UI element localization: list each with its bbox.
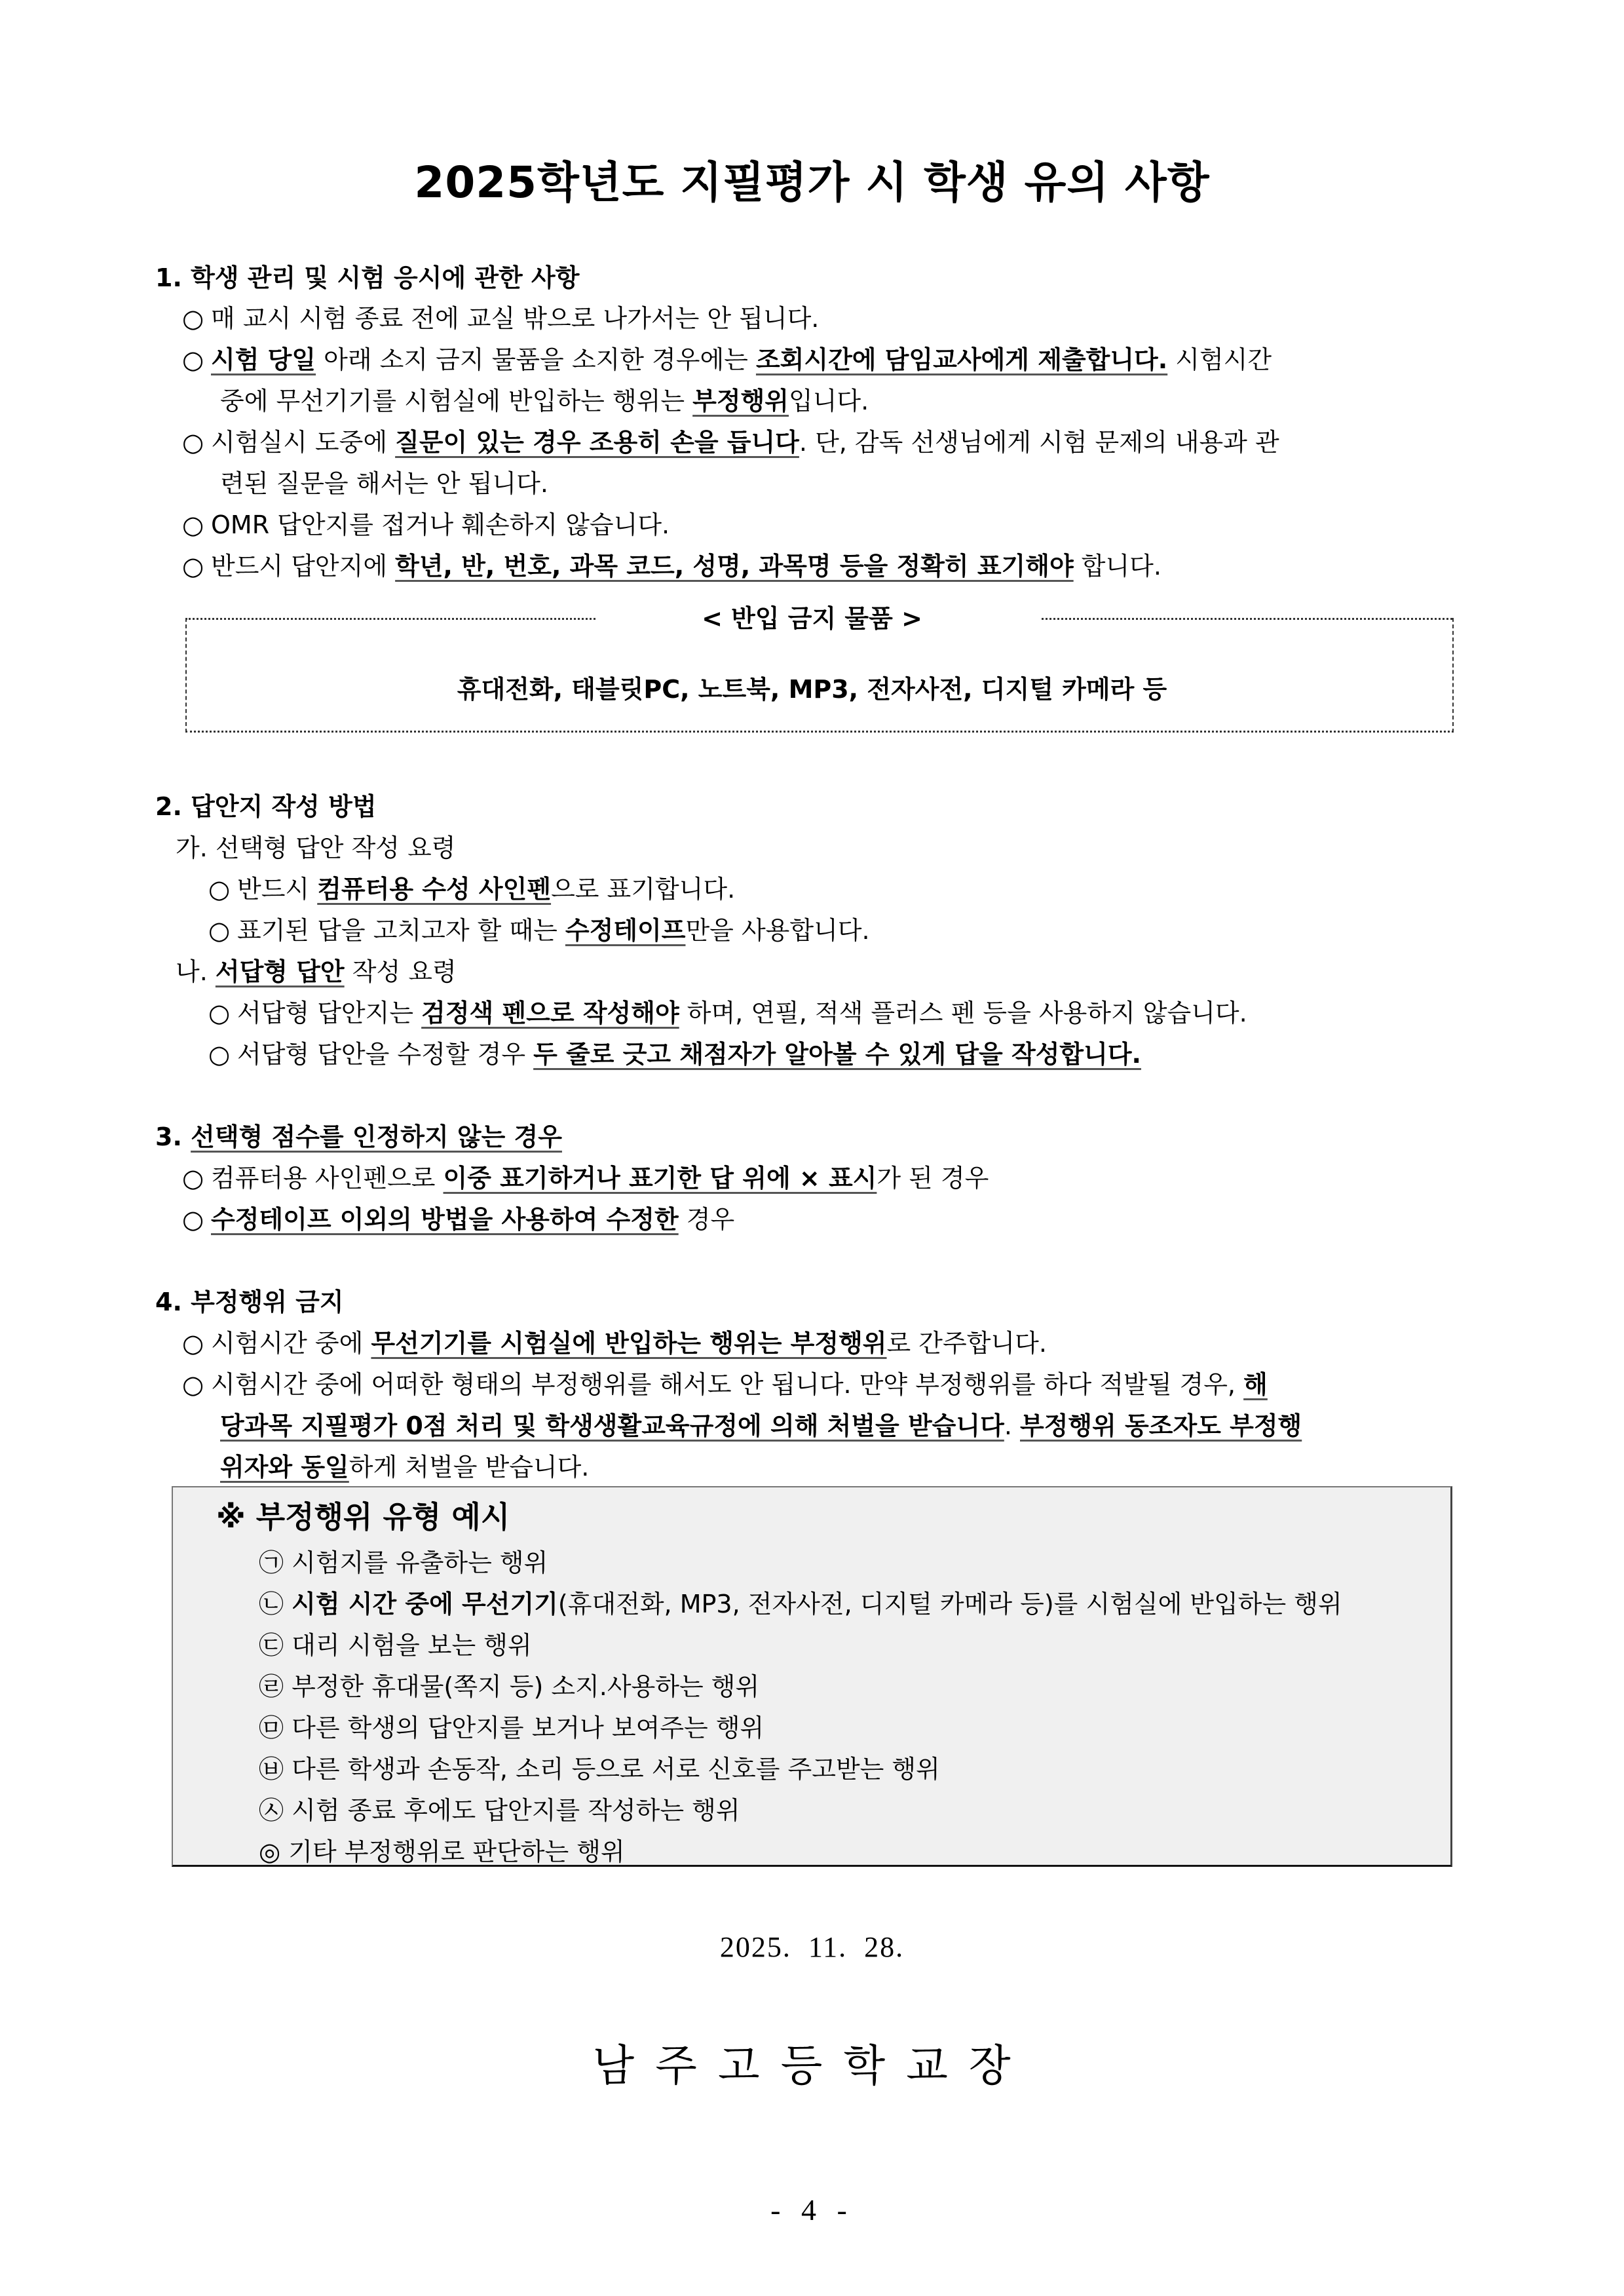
list-item: ○ 서답형 답안을 수정할 경우 두 줄로 긋고 채점자가 알아볼 수 있게 답을 작성합니다. (208, 1040, 1141, 1069)
bullet-circle-icon: ○ (208, 999, 231, 1027)
circled-marker-icon: ㉣ (259, 1672, 284, 1701)
circled-marker-icon: ㉠ (259, 1548, 284, 1577)
section-3-heading: 3. 선택형 점수를 인정하지 않는 경우 (155, 1122, 562, 1151)
signature-school-principal: 남주고등학교장 (592, 2040, 1032, 2091)
example-item: ㉡ 시험 시간 중에 무선기기(휴대전화, MP3, 전자사전, 디지털 카메라 등)를 시험실에 반입하는 행위 (259, 1590, 1342, 1618)
banned-items-title: < 반입 금지 물품 > (702, 604, 922, 633)
list-item-continuation: 위자와 동일하게 처벌을 받습니다. (220, 1453, 590, 1482)
bullet-circle-icon: ○ (182, 345, 204, 374)
list-item: ○ 표기된 답을 고치고자 할 때는 수정테이프만을 사용합니다. (208, 916, 870, 945)
list-item: ○ 시험실시 도중에 질문이 있는 경우 조용히 손을 듭니다. 단, 감독 선생님에게 시험 문제의 내용과 관 (182, 428, 1279, 457)
circled-marker-icon: ㉢ (259, 1631, 284, 1660)
section-1-heading: 1. 학생 관리 및 시험 응시에 관한 사항 (155, 263, 580, 292)
circled-marker-icon: ㉥ (259, 1755, 284, 1784)
example-item: ㉠ 시험지를 유출하는 행위 (259, 1548, 548, 1577)
example-item: ㉣ 부정한 휴대물(쪽지 등) 소지.사용하는 행위 (259, 1672, 760, 1701)
bullet-circle-icon: ○ (182, 510, 204, 539)
example-item: ㉥ 다른 학생과 손동작, 소리 등으로 서로 신호를 주고받는 행위 (259, 1755, 940, 1784)
double-circle-marker-icon: ◎ (259, 1837, 281, 1866)
list-item: ○ 서답형 답안지는 검정색 펜으로 작성해야 하며, 연필, 적색 플러스 펜 등을 사용하지 않습니다. (208, 999, 1247, 1027)
example-item: ◎ 기타 부정행위로 판단하는 행위 (259, 1837, 625, 1866)
bullet-circle-icon: ○ (182, 428, 204, 457)
bullet-circle-icon: ○ (182, 552, 204, 581)
list-item: ○ 시험 당일 아래 소지 금지 물품을 소지한 경우에는 조회시간에 담임교사에게 제출합니다. 시험시간 (182, 345, 1272, 374)
list-item: ○ 매 교시 시험 종료 전에 교실 밖으로 나가서는 안 됩니다. (182, 304, 820, 333)
list-item: ○ 컴퓨터용 사인펜으로 이중 표기하거나 표기한 답 위에 × 표시가 된 경우 (182, 1164, 989, 1193)
list-item: ○ 시험시간 중에 무선기기를 시험실에 반입하는 행위는 부정행위로 간주합니다. (182, 1329, 1047, 1358)
example-item: ㉢ 대리 시험을 보는 행위 (259, 1631, 532, 1660)
subsection-a-label: 가. 선택형 답안 작성 요령 (176, 833, 456, 862)
page-title: 2025학년도 지필평가 시 학생 유의 사항 (414, 157, 1210, 208)
circled-marker-icon: ㉡ (259, 1590, 284, 1618)
section-4-heading: 4. 부정행위 금지 (155, 1288, 344, 1316)
document-date: 2025. 11. 28. (719, 1931, 905, 1963)
bullet-circle-icon: ○ (208, 1040, 231, 1069)
bullet-circle-icon: ○ (182, 304, 204, 333)
bullet-circle-icon: ○ (208, 916, 231, 945)
bullet-circle-icon: ○ (182, 1164, 204, 1193)
bullet-circle-icon: ○ (208, 875, 231, 904)
page-number: - 4 - (770, 2193, 854, 2227)
circled-marker-icon: ㉦ (259, 1796, 284, 1825)
example-item: ㉤ 다른 학생의 답안지를 보거나 보여주는 행위 (259, 1713, 765, 1742)
example-item: ㉦ 시험 종료 후에도 답안지를 작성하는 행위 (259, 1796, 740, 1825)
bullet-circle-icon: ○ (182, 1370, 204, 1399)
list-item: ○ OMR 답안지를 접거나 훼손하지 않습니다. (182, 510, 670, 539)
list-item-continuation: 련된 질문을 해서는 안 됩니다. (220, 469, 548, 498)
list-item-continuation: 당과목 지필평가 0점 처리 및 학생생활교육규정에 의해 처벌을 받습니다. 부정행위 동조자도 부정행 (220, 1411, 1302, 1440)
bullet-circle-icon: ○ (182, 1329, 204, 1358)
circled-marker-icon: ㉤ (259, 1713, 284, 1742)
list-item: ○ 반드시 컴퓨터용 수성 사인펜으로 표기합니다. (208, 875, 736, 904)
subsection-b-label: 나. 서답형 답안 작성 요령 (176, 957, 457, 986)
list-item: ○ 시험시간 중에 어떠한 형태의 부정행위를 해서도 안 됩니다. 만약 부정행위를 하다 적발될 경우, 해 (182, 1370, 1268, 1399)
list-item: ○ 수정테이프 이외의 방법을 사용하여 수정한 경우 (182, 1205, 735, 1234)
banned-items-list: 휴대전화, 태블릿PC, 노트북, MP3, 전자사전, 디지털 카메라 등 (457, 675, 1167, 704)
section-2-heading: 2. 답안지 작성 방법 (155, 792, 377, 821)
list-item: ○ 반드시 답안지에 학년, 반, 번호, 과목 코드, 성명, 과목명 등을 정확히 표기해야 합니다. (182, 552, 1161, 581)
list-item-continuation: 중에 무선기기를 시험실에 반입하는 행위는 부정행위입니다. (220, 387, 869, 415)
bullet-circle-icon: ○ (182, 1205, 204, 1234)
examples-title: ※ 부정행위 유형 예시 (216, 1499, 510, 1535)
